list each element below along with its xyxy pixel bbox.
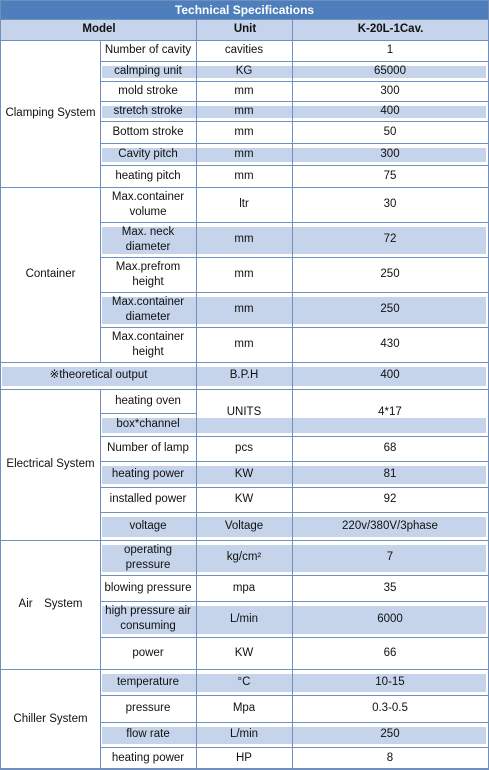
unit-cell: Mpa	[232, 702, 256, 714]
column-divider	[196, 362, 197, 389]
unit-cell: cavities	[224, 44, 264, 56]
header-unit: Unit	[233, 23, 257, 35]
unit-cell: KW	[234, 493, 254, 505]
value-cell: 50	[383, 125, 397, 138]
value-cell: 300	[380, 147, 400, 160]
param-cell: calmping unit	[114, 64, 182, 77]
value-cell: 4*17	[378, 406, 402, 418]
value-cell: 81	[383, 467, 397, 480]
unit-cell: KW	[234, 646, 254, 659]
param-cell: heating oven	[115, 394, 181, 407]
table-header	[1, 19, 488, 41]
value-cell: 300	[380, 84, 400, 97]
unit-cell: B.P.H	[229, 369, 259, 381]
value-cell: 1	[386, 44, 394, 56]
section-label: Air System	[18, 598, 83, 610]
param-cell: ※theoretical output	[49, 369, 148, 381]
unit-cell: HP	[236, 751, 252, 764]
header-value: K-20L-1Cav.	[357, 23, 424, 35]
unit-cell: °C	[237, 675, 251, 688]
param-cell: Bottom stroke	[112, 125, 184, 138]
value-cell: 65000	[374, 64, 406, 77]
unit-cell: mm	[234, 169, 254, 182]
value-cell: 66	[383, 646, 397, 659]
table-title: Technical Specifications	[1, 1, 488, 19]
unit-cell: ltr	[239, 198, 249, 210]
value-cell: 220v/380V/3phase	[342, 519, 438, 532]
header-model: Model	[82, 23, 116, 35]
unit-cell: mm	[234, 268, 254, 280]
param-cell: installed power	[109, 493, 187, 505]
value-cell: 430	[380, 338, 400, 350]
section-label: Chiller System	[13, 712, 88, 725]
value-cell: 250	[380, 303, 400, 315]
unit-cell: UNITS	[226, 406, 262, 418]
unit-cell: mpa	[232, 581, 256, 594]
column-divider	[196, 19, 197, 40]
param-cell: Number of lamp	[107, 442, 189, 454]
param-cell: flow rate	[126, 728, 170, 740]
param-cell: voltage	[129, 519, 167, 532]
param-cell: Max.container volume	[111, 190, 185, 218]
unit-cell: L/min	[229, 612, 259, 625]
value-cell: 68	[383, 442, 397, 454]
column-divider	[292, 19, 293, 40]
param-cell: high pressure air consuming	[105, 605, 191, 632]
value-cell: 6000	[377, 612, 403, 625]
param-cell: temperature	[116, 675, 179, 688]
unit-cell: mm	[234, 104, 254, 117]
param-cell: stretch stroke	[113, 104, 183, 117]
unit-cell: kg/cm²	[226, 551, 262, 563]
param-cell: Max.prefrom height	[115, 260, 181, 288]
unit-cell: mm	[234, 233, 254, 245]
param-cell: Max. neck diameter	[121, 225, 175, 253]
header-divider	[0, 19, 489, 20]
param-cell: Number of cavity	[104, 44, 192, 56]
column-divider	[292, 362, 293, 389]
param-cell: operating pressure	[124, 543, 172, 571]
section-label: Clamping System	[5, 107, 96, 119]
param-cell: blowing pressure	[104, 581, 192, 594]
param-cell: heating power	[111, 467, 185, 480]
unit-cell: Voltage	[224, 519, 264, 532]
value-cell: 30	[383, 198, 397, 210]
param-cell: heating power	[111, 751, 185, 764]
value-cell: 7	[386, 551, 394, 563]
value-cell: 400	[380, 369, 400, 381]
unit-cell: L/min	[229, 728, 259, 740]
param-cell: Max.container height	[111, 330, 185, 358]
unit-cell: pcs	[235, 442, 253, 454]
unit-cell: mm	[234, 125, 254, 138]
param-cell: heating pitch	[115, 169, 181, 182]
unit-cell: mm	[234, 338, 254, 350]
section-label: Container	[25, 268, 76, 280]
value-cell: 10-15	[375, 675, 405, 688]
value-cell: 92	[383, 493, 397, 505]
unit-cell: mm	[234, 303, 254, 315]
param-cell: Max.container diameter	[111, 295, 185, 323]
param-cell: mold stroke	[118, 84, 178, 97]
value-cell: 400	[380, 104, 400, 117]
value-cell: 35	[383, 581, 397, 594]
param-cell: power	[132, 646, 164, 659]
param-cell: pressure	[125, 702, 171, 714]
unit-cell: mm	[234, 84, 254, 97]
value-cell: 250	[380, 268, 400, 280]
param-cell: box*channel	[116, 418, 180, 430]
param-cell: Cavity pitch	[118, 147, 178, 160]
value-cell: 8	[386, 751, 394, 764]
value-cell: 250	[380, 728, 400, 740]
value-cell: 75	[383, 169, 397, 182]
value-cell: 72	[383, 233, 397, 245]
value-cell: 0.3-0.5	[372, 702, 408, 714]
unit-cell: KW	[234, 467, 254, 480]
unit-cell: KG	[235, 64, 253, 77]
section-label: Electrical System	[6, 458, 95, 470]
unit-cell: mm	[234, 147, 254, 160]
